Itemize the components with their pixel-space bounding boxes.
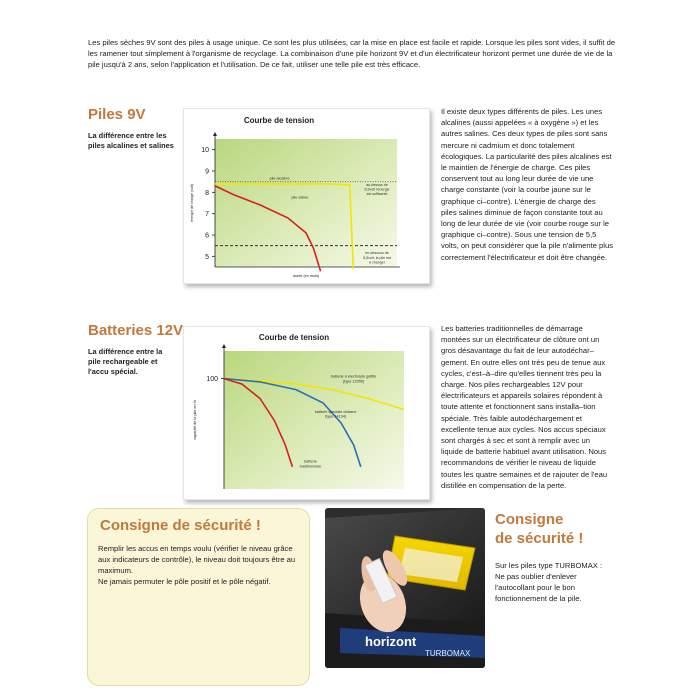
y-axis-arrow: [213, 132, 217, 136]
chart-title: Courbe de tension: [258, 333, 330, 342]
section-title-batteries-12v: Batteries 12V: [88, 322, 184, 339]
chart-panel-9v: [183, 108, 430, 284]
safety-title-right-line2: de sécurité !: [495, 530, 584, 547]
safety-line: Sur les piles type TURBOMAX :: [495, 561, 603, 570]
section-title-piles-9v: Piles 9V: [88, 106, 146, 123]
plot-area: [215, 139, 397, 267]
safety-title-right: [495, 510, 583, 548]
safety-title-right-line1: Consigne: [495, 511, 564, 528]
safety-body-right: [495, 560, 615, 604]
series-label-traditional: batterie traditionnelle: [299, 459, 322, 469]
chart-panel-12v: [183, 326, 430, 500]
section-subtitle-piles: La différence entre les piles alcalines et salines: [88, 131, 174, 150]
battery-brand-text: horizont: [365, 634, 417, 649]
y-axis-arrow: [222, 344, 226, 348]
battery-photo: [325, 508, 485, 668]
voltage-chart-9v: [184, 109, 429, 283]
safety-line: Ne jamais permuter le pôle positif et le pôle négatif.: [98, 577, 271, 586]
x-axis-label: durée (en mois): [292, 274, 320, 278]
section-text-piles: Il existe deux types différents de piles. Les unes alcalines (aussi appelées « à oxygène ») et les autres salines. Ces deux types de piles sont sans mercure ni cadmium et donc totalement écologiques. La particularité des piles alcalines est le maintien de l'énergie de charge. Ces piles conservent tout au long leur durée de vie une charge constante (voir la courbe jaune sur le graphique ci–contre). L'énergie de charge des piles salines diminue de façon constante tout au long de leur durée de vie (voir courbe rouge sur le graphique ci–contre). Sous une tension de 5,5 volts, on peut considérer que la pile n'alimente plus correctement l'électrificateur et doit être changée.: [441, 107, 613, 262]
y-tick-label: 7: [205, 211, 209, 219]
battery-model-text: TURBOMAX: [425, 649, 471, 658]
intro-paragraph: Les piles sèches 9V sont des piles à usage unique. Ce sont les plus utilisées, car la mise en place est facile et rapide. Lorsque les piles sont vides, il suffit de les ramener tout simplement à l'organisme de recyclage. La combinaison d'une pile horizont 9V et d'un électrificateur horizont permet une durée de vie de la pile jusqu'à 2 ans, selon l'application et l'utilisation. De ce fait, utiliser une telle pile est très efficace.: [88, 38, 616, 69]
y-tick-label: 100: [206, 376, 218, 384]
safety-line: Remplir les accus en temps voulu (vérifier le niveau grâce aux indicateurs de contrôle), le niveau doit toujours être au maximum.: [98, 544, 296, 575]
section-text-batteries: Les batteries traditionnelles de démarrage montées sur un électrificateur de clôture ont un gros désavantage du fait de leur autodéchar–gement. En outre elles ont très peu de tenue aux cycles, c'est–à–dire qu'elles tiennent très peu la charge. Nos piles rechargeables 12V pour électrificateurs et appareils solaires répondent à toute attente et fonctionnent sans installa–tion spéciale. Très faible autodéchargement et excellente tenue aux cycles. Nos accus spéciaux sont chargés à sec et sont à remplir avec un liquide de batterie habituel avant utilisation. Nous recommandons de vérifier le niveau de liquide toutes les quatre semaines et de rajouter de l'eau distillée en compensation de la perte.: [441, 324, 608, 490]
series-label-special: batterie spéciale cliatane (type 14134): [314, 409, 357, 419]
voltage-chart-12v: [184, 327, 429, 499]
y-axis-label: énergie de charge (volt): [190, 184, 194, 222]
annotation-above: au-dessus de 8,5volt l'énergie est suffisante: [364, 182, 390, 197]
section-subtitle-batteries: La différence entre la pile rechargeable et l'accu spécial.: [88, 347, 163, 376]
y-tick-label: 6: [205, 232, 209, 240]
y-tick-label: 10: [201, 147, 209, 155]
safety-body-left: [98, 543, 298, 587]
y-tick-label: 8: [205, 189, 209, 197]
annotation-below: en-dessous de 5,5volt, la pile est à changer: [363, 251, 391, 265]
safety-title-left: Consigne de sécurité !: [100, 517, 261, 534]
battery-illustration: [325, 508, 485, 668]
series-label-saline: pile saline: [291, 195, 309, 200]
y-tick-label: 5: [205, 253, 209, 261]
y-axis-label: capacité de la pile en %: [193, 399, 197, 441]
safety-box-left: [87, 508, 310, 686]
chart-title: Courbe de tension: [243, 116, 315, 125]
safety-line: Ne pas oublier d'enlever l'autocollant pour le bon fonctionnement de la pile.: [495, 572, 582, 603]
y-tick-label: 9: [205, 168, 209, 176]
series-label-alcaline: pile alcaline: [269, 176, 290, 181]
series-label-gel: batterie à électrolyte gélifié (type 12055): [331, 374, 377, 384]
